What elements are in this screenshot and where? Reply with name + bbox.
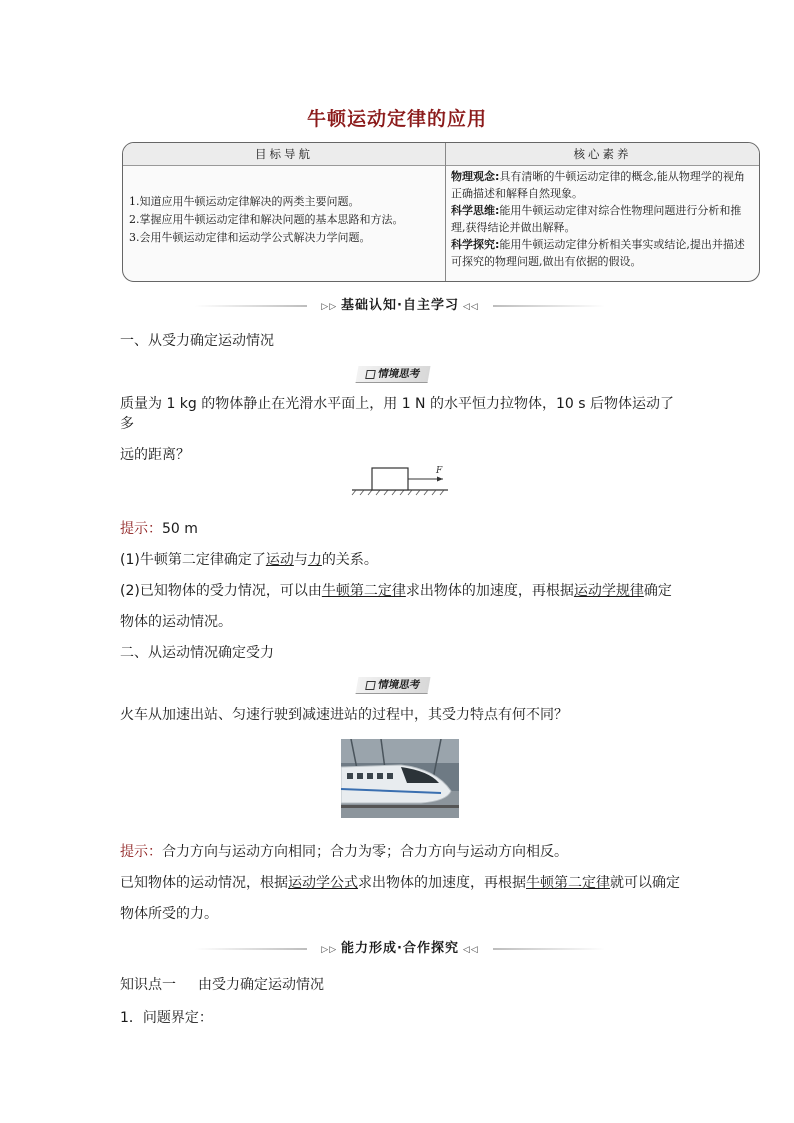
ground-hatching <box>352 490 444 495</box>
hint-text: 合力方向与运动方向相同；合力为零；合力方向与运动方向相反。 <box>162 844 568 860</box>
goals-header-left: 目标导航 <box>123 143 445 166</box>
question-line: 质量为 1 kg 的物体静止在光滑水平面上，用 1 N 的水平恒力拉物体，10 s 后物体运动了多 <box>120 396 674 432</box>
scenario-tag <box>356 366 431 383</box>
underline-answer: 牛顿第二定律 <box>321 583 406 599</box>
train-photo <box>341 739 459 818</box>
banner-text: 能力形成·合作探究 <box>341 941 459 956</box>
tag-text: 情境思考 <box>377 368 422 380</box>
double-arrow-left-icon: ◁◁ <box>458 302 479 312</box>
hint-label: 提示： <box>120 521 162 537</box>
kp-title: 由受力确定运动情况 <box>198 977 324 993</box>
banner-line-right <box>493 305 605 307</box>
underline-answer: 力 <box>307 552 322 568</box>
goal-item: 3.会用牛顿运动定律和运动学公式解决力学问题。 <box>129 231 371 244</box>
conclusion-2 <box>120 873 680 924</box>
literacy-text: 能用牛顿运动定律对综合性物理问题进行分析和推理,获得结论并做出解释。 <box>451 204 742 234</box>
literacy-label: 科学思维: <box>451 204 500 217</box>
hint-label: 提示： <box>120 844 162 860</box>
text-span: 就可以确定 <box>610 875 680 891</box>
scenario-tag <box>356 677 431 694</box>
goals-right-column <box>451 168 755 270</box>
underline-answer: 运动学公式 <box>288 875 358 891</box>
question-1 <box>120 394 680 465</box>
literacy-label: 物理观念: <box>451 170 500 183</box>
force-label: F <box>436 466 443 476</box>
double-arrow-right-icon: ▷▷ <box>321 302 342 312</box>
literacy-label: 科学探究: <box>451 238 500 251</box>
tag-box-icon <box>365 681 376 690</box>
hint-2 <box>120 842 680 862</box>
goal-item: 1.知道应用牛顿运动定律解决的两类主要问题。 <box>129 195 360 208</box>
point-2-line: 物体的运动情况。 <box>120 614 232 630</box>
section-banner-ability <box>195 938 605 960</box>
section-heading-2: 二、从运动情况确定受力 <box>120 645 274 661</box>
text-span: 已知物体的运动情况，根据 <box>120 875 288 891</box>
literacy-item <box>451 168 755 202</box>
conclusion-line <box>120 873 680 893</box>
knowledge-point-heading <box>120 975 680 995</box>
double-arrow-right-icon: ▷▷ <box>321 945 342 955</box>
goal-item: 2.掌握应用牛顿运动定律和解决问题的基本思路和方法。 <box>129 213 404 226</box>
page-title: 牛顿运动定律的应用 <box>306 108 487 130</box>
literacy-text: 能用牛顿运动定律分析相关事实或结论,提出并描述可探究的物理问题,做出有依据的假设。 <box>451 238 745 268</box>
question-line: 远的距离？ <box>120 447 190 463</box>
goals-header-right: 核心素养 <box>446 143 759 166</box>
banner-text: 基础认知·自主学习 <box>341 298 459 313</box>
hint-1 <box>120 519 680 539</box>
literacy-text: 具有清晰的牛顿运动定律的概念,能从物理学的视角正确描述和解释自然现象。 <box>451 170 745 200</box>
banner-line-right <box>493 948 605 950</box>
kp-label: 知识点一 <box>120 977 176 993</box>
text-span: 与 <box>293 552 308 568</box>
text-span: 确定 <box>643 583 672 599</box>
underline-answer: 牛顿第二定律 <box>526 875 610 891</box>
point-1 <box>120 550 680 570</box>
text-span: (1)牛顿第二定律确定了 <box>120 552 266 568</box>
point-2-line <box>120 581 680 601</box>
double-arrow-left-icon: ◁◁ <box>458 945 479 955</box>
text-span: 的关系。 <box>321 552 378 568</box>
text-span: 求出物体的加速度，再根据 <box>358 875 526 891</box>
underline-answer: 运动学规律 <box>573 583 644 599</box>
block-force-diagram <box>350 460 450 496</box>
conclusion-line: 物体所受的力。 <box>120 906 218 922</box>
block <box>372 468 408 490</box>
section-banner-basic <box>195 295 605 317</box>
hint-value: 50 m <box>162 521 198 537</box>
goals-table <box>122 142 760 282</box>
underline-answer: 运动 <box>265 552 294 568</box>
tag-box-icon <box>365 370 376 379</box>
tag-text: 情境思考 <box>377 679 422 691</box>
goals-left-column <box>129 193 441 247</box>
literacy-item <box>451 236 755 270</box>
banner-line-left <box>195 305 307 307</box>
force-arrowhead <box>437 477 443 482</box>
text-span: 求出物体的加速度，再根据 <box>405 583 574 599</box>
section-heading-1: 一、从受力确定运动情况 <box>120 333 274 349</box>
train-illustration <box>341 739 459 818</box>
point-2 <box>120 581 680 632</box>
question-2: 火车从加速出站、匀速行驶到减速进站的过程中，其受力特点有何不同？ <box>120 707 568 723</box>
problem-definition: 1．问题界定： <box>120 1010 213 1026</box>
text-span: (2)已知物体的受力情况，可以由 <box>120 583 322 599</box>
goals-divider <box>445 143 446 281</box>
banner-line-left <box>195 948 307 950</box>
literacy-item <box>451 202 755 236</box>
